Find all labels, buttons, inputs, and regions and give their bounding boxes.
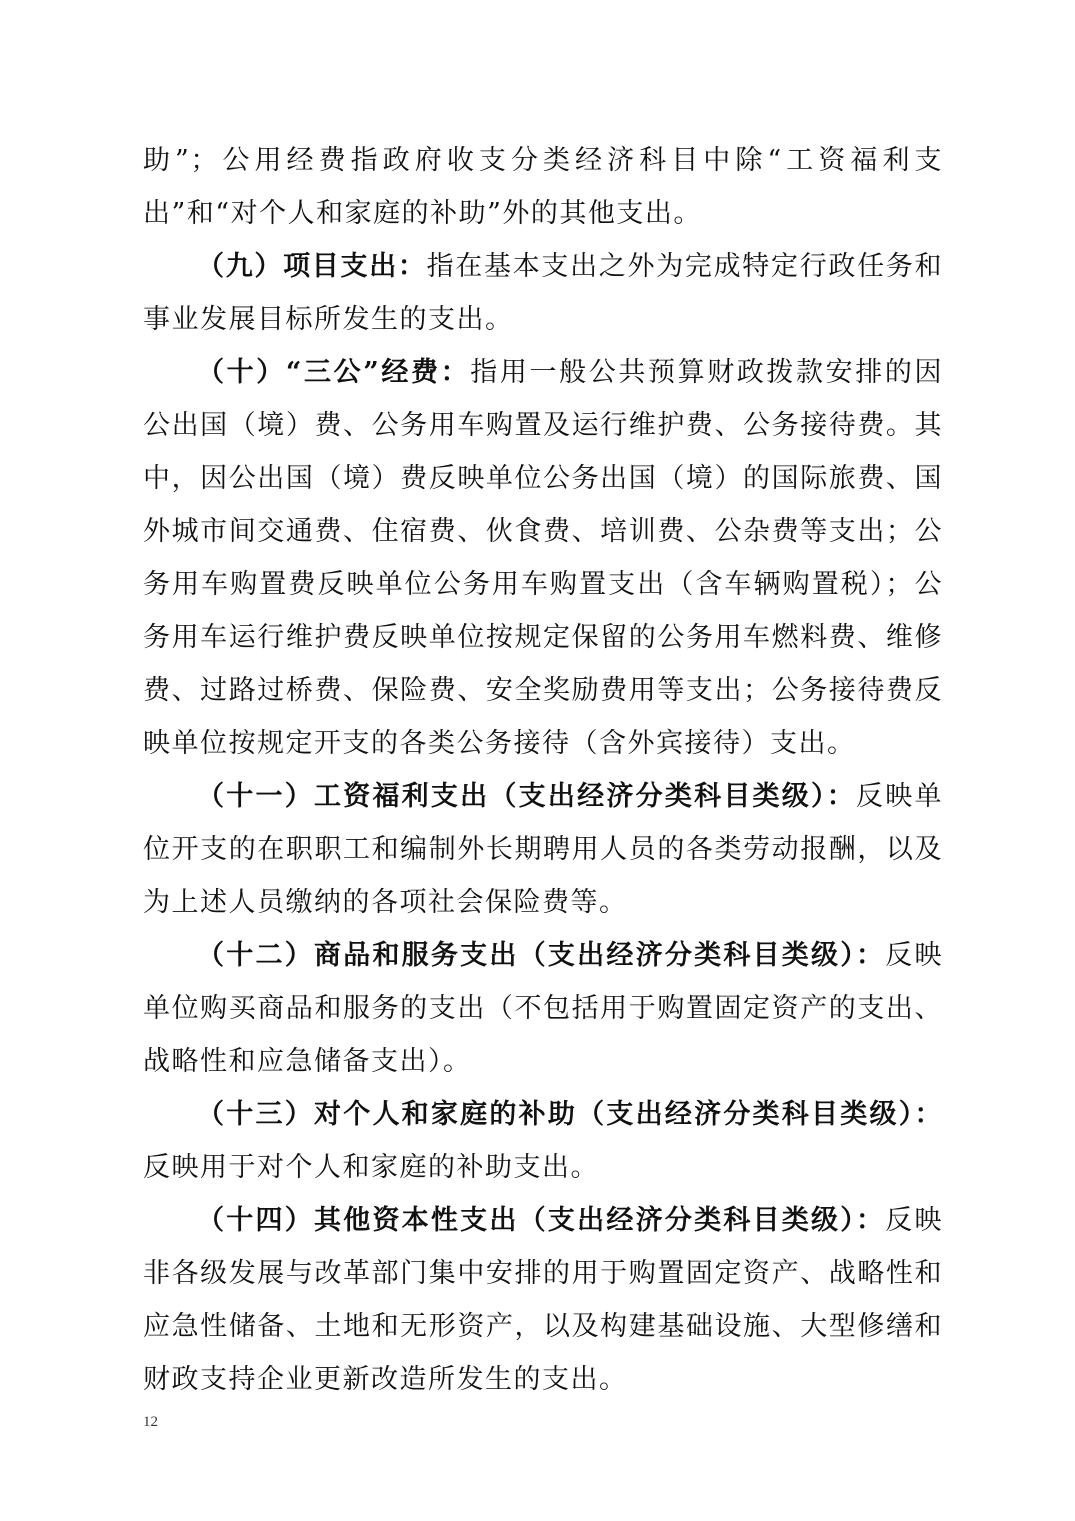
paragraph-text: 反映非各级发展与改革部门集中安排的用于购置固定资产、战略性和应急性储备、土地和无形资产，以及构建基础设施、大型修缮和财政支持企业更新改造所发生的支出。 <box>143 1205 944 1395</box>
paragraph-household-subsidy <box>143 1088 943 1194</box>
paragraph-text: 反映单位购买商品和服务的支出（不包括用于购置固定资产的支出、战略性和应急储备支出）。 <box>143 940 944 1077</box>
paragraph-goods-services <box>143 929 943 1088</box>
paragraph-heading: （十）“三公”经费： <box>197 357 471 388</box>
paragraph-text: 反映单位开支的在职职工和编制外长期聘用人员的各类劳动报酬，以及为上述人员缴纳的各项社会保险费等。 <box>143 781 944 918</box>
paragraph-text: 助”；公用经费指政府收支分类经济科目中除“工资福利支出”和“对个人和家庭的补助”外的其他支出。 <box>143 145 943 229</box>
page-number: 12 <box>143 1414 158 1430</box>
paragraph-three-public-expenses <box>143 346 943 770</box>
paragraph-text: 指用一般公共预算财政拨款安排的因公出国（境）费、公务用车购置及运行维护费、公务接待费。其中，因公出国（境）费反映单位公务出国（境）的国际旅费、国外城市间交通费、住宿费、伙食费、培训费、公杂费等支出；公务用车购置费反映单位公务用车购置支出（含车辆购置税）；公务用车运行维护费反映单位按规定保留的公务用车燃料费、维修费、过路过桥费、保险费、安全奖励费用等支出；公务接待费反映单位按规定开支的各类公务接待（含外宾接待）支出。 <box>143 357 944 759</box>
paragraph-text: 反映用于对个人和家庭的补助支出。 <box>143 1152 599 1183</box>
paragraph-heading: （十二）商品和服务支出（支出经济分类科目类级）： <box>197 940 886 971</box>
paragraph-wage-welfare <box>143 770 943 929</box>
paragraph-heading: （十四）其他资本性支出（支出经济分类科目类级）： <box>197 1205 886 1236</box>
paragraph-text: 指在基本支出之外为完成特定行政任务和事业发展目标所发生的支出。 <box>143 251 944 335</box>
paragraph-continuation <box>143 134 943 240</box>
paragraph-project-expenditure <box>143 240 943 346</box>
paragraph-heading: （十三）对个人和家庭的补助（支出经济分类科目类级）： <box>197 1099 943 1130</box>
paragraph-heading: （十一）工资福利支出（支出经济分类科目类级）： <box>197 781 857 812</box>
document-body <box>143 134 943 1406</box>
paragraph-other-capital <box>143 1194 943 1406</box>
paragraph-heading: （九）项目支出： <box>197 251 427 282</box>
